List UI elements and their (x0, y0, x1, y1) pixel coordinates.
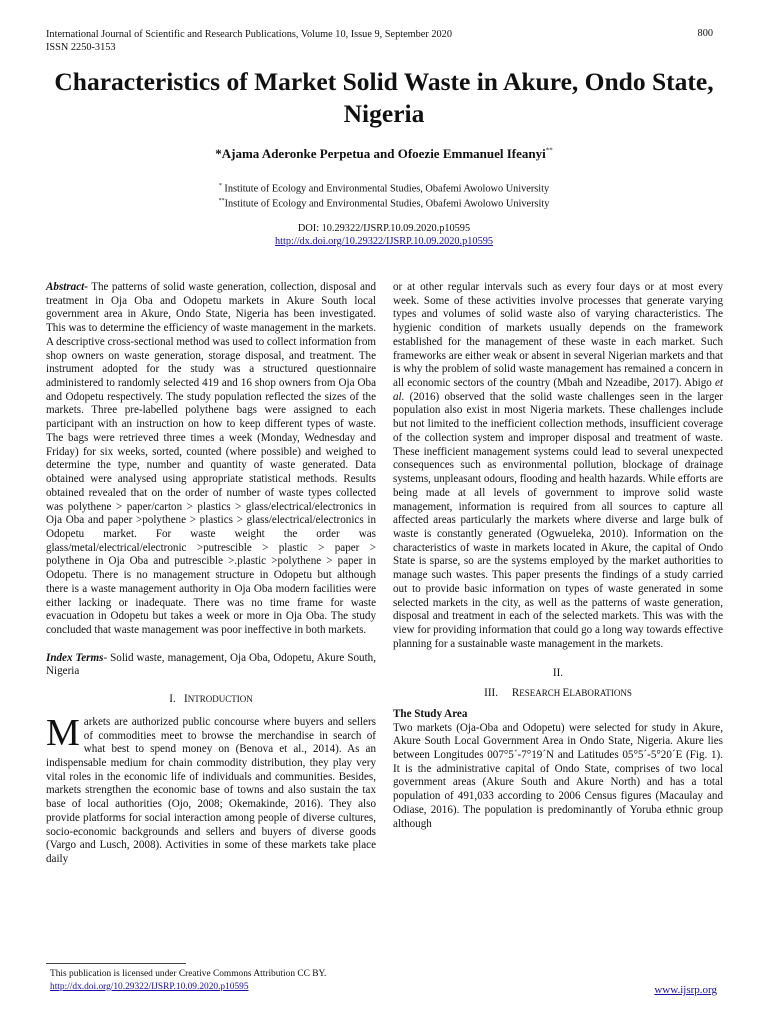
right-column (393, 281, 723, 831)
affiliation-1 (40, 180, 728, 195)
abstract-text: The patterns of solid waste generation, collection, disposal and treatment in Oja Oba and Odopetu markets in Akure South local government area in Akure, Ondo State, Nigeria has been investigated. This was to determine the efficiency of waste management in the markets. A descriptive cross-sectional method was used to collect information from shop owners on waste generation, storage disposal, and treatment. The instrument adopted for the study was a structured questionnaire administered to randomly selected 419 and 16 shop owners from Oja Oba and Odopetu respectively. The study population reflected the sizes of the markets. Three pre-labelled polythene bags were assigned to each participant with an instruction on how to keep different types of waste. The bags were retrieved three times a week (Monday, Wednesday and Friday) for six weeks, sorted, counted (where possible) and weighed to determine the type, number and quantity of waste generated. Data obtained were analysed using appropriate statistical methods. Results obtained revealed that on the order of number of waste types collected was polythene > paper/carton > plastics > glass/electrical/electronics in Oja Oba and paper >polythene > plastics > glass/electrical/electronics in Odopetu market. For waste weight the order was glass/metal/electrical/electronic >putrescible > plastic > paper > polythene in Oja Oba and putrescible >.plastic >polythene > paper in Odopetu. There is no management structure in Odopetu but although there is a waste management authority in Oja Oba modern facilities were either lacking or inadequate. There was no time frame for waste evacuation in Odopetu but takes a week or more in Oja Oba. The study concluded that waste management was poor ineffective in both markets. (46, 281, 376, 636)
intro-head-first: I (184, 693, 188, 706)
intro-cont-b: (2016) observed that the solid waste challenges seen in the larger population also exist in most Nigeria markets. These challenges include but not limited to the inefficient collection methods, insufficient coverage of the collection system and improper disposal and treatment of waste. These inefficient management systems could lead to several unexpected consequences such as environmental pollution, blockage of drainage systems, unpleasant odours, flooding and health hazards. While efforts are being made at all levels of government to improve solid waste management, information is required from all sources to capture all affected areas particularly the markets where diverse and large bulk of waste is constantly generated (Ogwueleka, 2010). Information on the characteristics of waste in markets located in Akure, the capital of Ondo State is sparse, so are the systems employed by the market authorities to manage such wastes. This paper presents the findings of a study carried out to provide basic information on types of waste generated in some selected markets in the city, as well as the patterns of waste generation, disposal and treatment in each of the selected markets. This was with the view for providing information that could go a long way towards effective planning for a sustainable waste management in the markets. (393, 390, 723, 650)
website-link[interactable]: www.ijsrp.org (654, 984, 717, 996)
paper-title: Characteristics of Market Solid Waste in Akure, Ondo State, Nigeria (54, 67, 714, 128)
intro-continued (393, 281, 723, 651)
affiliation-1-mark: * (218, 183, 222, 189)
section-introduction-heading (46, 693, 376, 707)
affiliations (40, 180, 728, 211)
sec3-numeral: III. (484, 687, 498, 700)
intro-head-rest: NTRODUCTION (187, 694, 253, 705)
footer-rule (46, 963, 186, 964)
et-al: et al. (393, 377, 723, 403)
index-terms (46, 652, 376, 679)
sec3-rest-2: LABORATIONS (569, 688, 632, 699)
intro-cont-a: or at other regular intervals such as every four days or at most every week. Some of these activities involve processes that generate varying types and volumes of solid waste also of varying characteristics. The hygienic condition of markets usually depends on the framework established for the management of these waste in each market. Such frameworks are either weak or absent in several Nigerian markets and that is why the problem of solid waste management has remained a concern in all economic sectors of the country (Mbah and Nzeadibe, 2017). Abigo (393, 281, 723, 390)
sec3-e: E (562, 687, 570, 700)
affiliation-1-text: Institute of Ecology and Environmental Studies, Obafemi Awolowo University (221, 183, 550, 195)
sec3-r: R (511, 687, 520, 700)
dropcap-letter: M (46, 711, 80, 754)
left-column (46, 281, 376, 867)
intro-text: arkets are authorized public concourse where buyers and sellers of commodities meet to browse the merchandise in search of what best to spend money on (Benova et al., 2014). As an indispensable medium for chain commodity distribution, they play very vital roles in the economic life of individuals and communities. Besides, markets strengthen the economic base of towns and also sustain the tax base of local authorities (Ojo, 2008; Okemakinde, 2016). They also provide platforms for social interaction among people of diverse cultures, socio-economic backgrounds and sellers and buyers of diverse goods (Vargo and Lusch, 2008). Activities in some of these markets take place daily (46, 715, 376, 866)
section-iii-heading (393, 687, 723, 701)
authors (40, 146, 728, 162)
page-number: 800 (697, 28, 713, 39)
affiliation-2-text: Institute of Ecology and Environmental Studies, Obafemi Awolowo University (224, 198, 550, 210)
affiliation-2 (40, 195, 728, 210)
affiliation-2-mark: ** (218, 198, 225, 205)
index-terms-text: - Solid waste, management, Oja Oba, Odopetu, Akure South, Nigeria (46, 651, 376, 678)
doi-text: DOI: 10.29322/IJSRP.10.09.2020.p10595 (297, 223, 471, 234)
index-terms-label: Index Terms (46, 651, 104, 664)
footer (50, 968, 326, 993)
footer-doi-link[interactable]: http://dx.doi.org/10.29322/IJSRP.10.09.2020.p10595 (50, 981, 249, 992)
section-ii-heading: II. (552, 667, 564, 680)
running-header (46, 28, 452, 54)
issn-line: ISSN 2250-3153 (46, 42, 116, 53)
intro-paragraph (46, 711, 376, 867)
study-area-text: Two markets (Oja-Oba and Odopetu) were selected for study in Akure, Akure South Local Government Area in Ondo State, Nigeria. Akure lies between Longitudes 007°5´-7°19´N and Latitudes 05°5´-5°20´E (Fig. 1). It is the administrative capital of Ondo State, comprises of two local government areas (Akure South and Akure North) and has a total population of 491,033 according to 2006 Census figures (Macaulay and Odiase, 2016). The population is predominantly of Yoruba ethnic group although (393, 721, 723, 830)
journal-line: International Journal of Scientific and Research Publications, Volume 10, Issue 9, September 2020 (46, 29, 452, 40)
sec3-rest-1: ESEARCH (519, 688, 563, 699)
study-area-heading: The Study Area (393, 707, 468, 720)
doi-link[interactable]: http://dx.doi.org/10.29322/IJSRP.10.09.2020.p10595 (274, 236, 494, 247)
intro-numeral: I. (169, 693, 176, 706)
author-names: *Ajama Aderonke Perpetua and Ofoezie Emmanuel Ifeanyi (215, 146, 546, 161)
abstract (46, 281, 376, 638)
author-sup: ** (545, 146, 553, 155)
abstract-label: Abstract- (46, 281, 88, 293)
license-text: This publication is licensed under Creative Commons Attribution CC BY. (50, 969, 327, 979)
doi-block (40, 222, 728, 248)
